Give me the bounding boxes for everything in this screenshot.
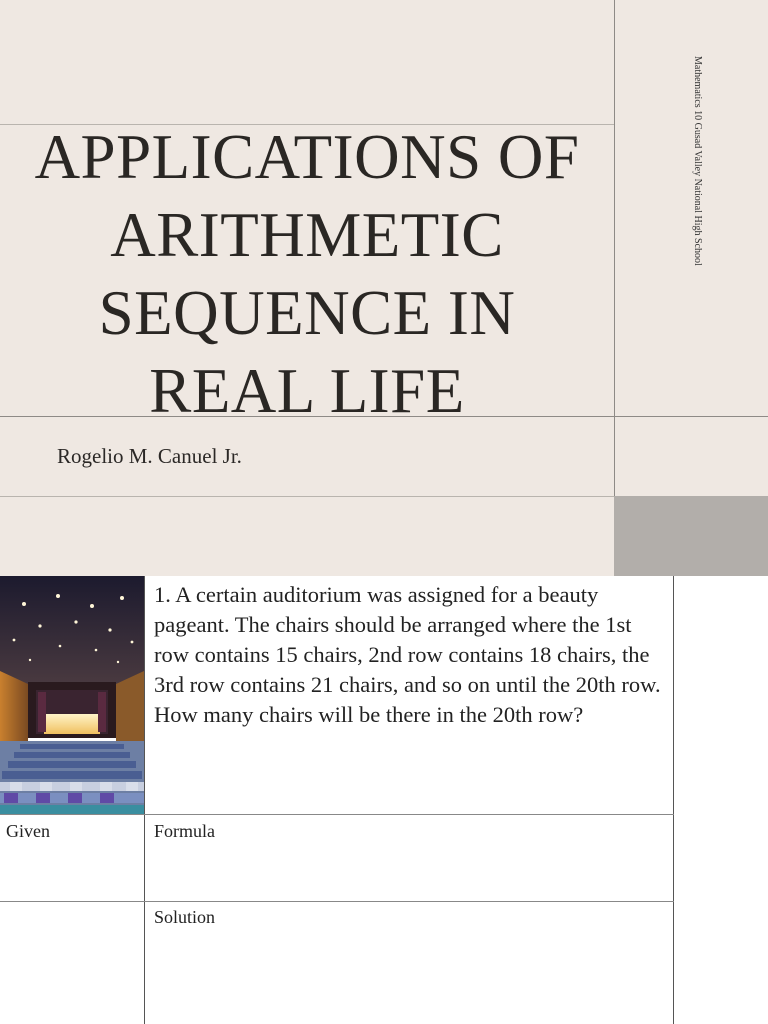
table-border (0, 901, 674, 902)
table-border (673, 576, 674, 1024)
solution-label: Solution (154, 907, 216, 927)
auditorium-photo (0, 576, 144, 814)
problem-statement: 1. A certain auditorium was assigned for a beauty pageant. The chairs should be arranged where the 1st row contains 15 chairs, 2nd row contains 18 chairs, the 3rd row contains 21 chairs, and so on until the 20th row. How many chairs will be there in the 20th row? (154, 582, 661, 727)
title-line: ARITHMETIC (110, 200, 504, 270)
title-line: REAL LIFE (149, 356, 465, 426)
divider-line (614, 0, 615, 576)
slide-title (0, 118, 614, 430)
school-side-text: Mathematics 10 Gusad Valley National High School (692, 56, 703, 266)
title-line: SEQUENCE IN (98, 278, 516, 348)
table-border (0, 814, 674, 815)
problem-slide (0, 576, 768, 1024)
author-name: Rogelio M. Canuel Jr. (57, 444, 242, 468)
given-label: Given (6, 821, 50, 841)
table-border (144, 576, 145, 1024)
formula-label: Formula (154, 821, 215, 841)
accent-block (614, 496, 768, 576)
divider-line (0, 496, 614, 497)
title-line: APPLICATIONS OF (34, 122, 580, 192)
